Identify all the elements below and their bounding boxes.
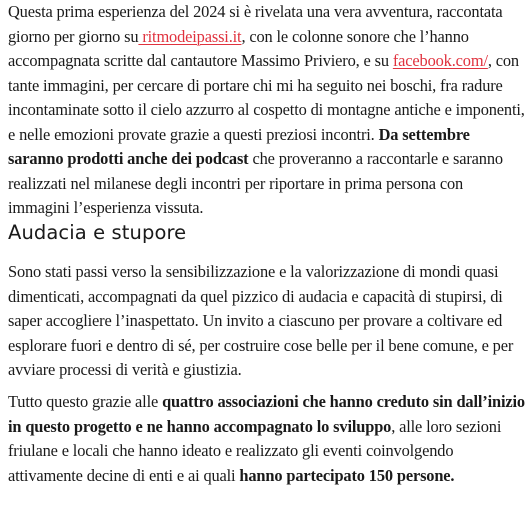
thanks-text-2: , alle loro sezioni friulane e locali che hanno ideato e realizzato gli eventi coinvolgendo attivamente decine di enti e ai quali [8, 416, 502, 485]
facebook-link[interactable]: facebook.com/ [392, 51, 488, 70]
intro-text-1: Questa prima esperienza del 2024 si è rivelata una vera avventura, raccontata giorno per giorno su [8, 2, 503, 46]
audacia-paragraph: Sono stati passi verso la sensibilizzazione e la valorizzazione di mondi quasi dimenticati, accompagnati da quel pizzico di audacia e capacità di stupirsi, di saper accogliere l’inaspettato. Un invito a ciascuno per provare a coltivare ed esplorare fuori e dentro di sé, per costruire cose belle per il bene comune, e per avviare processi di verità e giustizia. [8, 262, 514, 379]
associations-highlight: quattro associazioni che hanno creduto sin dall’inizio in questo progetto e ne hanno accompagnato lo sviluppo [8, 392, 525, 436]
thanks-paragraph [8, 390, 526, 488]
thanks-text-1: Tutto questo grazie alle [8, 392, 163, 411]
intro-text-3: , con tante immagini, per cercare di portare chi mi ha seguito nei boschi, fra radure incontaminate sotto il cielo azzurro al cospetto di montagne antiche e imponenti, e nelle emozioni provate grazie a questi preziosi incontri. [8, 51, 525, 144]
intro-text-4: che proveranno a raccontarle e saranno realizzati nel milanese degli incontri per riportare in prima persona con immagini l’esperienza vissuta. [8, 149, 503, 217]
intro-text-2: , con le colonne sonore che l’hanno accompagnata scritte dal cantautore Massimo Priviero, e su [8, 26, 469, 70]
ritmodeipassi-link[interactable]: ritmodeipassi.it [138, 26, 242, 46]
section-heading: Audacia e stupore [8, 221, 187, 244]
intro-paragraph [8, 0, 526, 221]
podcast-highlight: Da settembre saranno prodotti anche dei podcast [8, 124, 470, 168]
participants-highlight: hanno partecipato 150 persone. [239, 465, 455, 485]
